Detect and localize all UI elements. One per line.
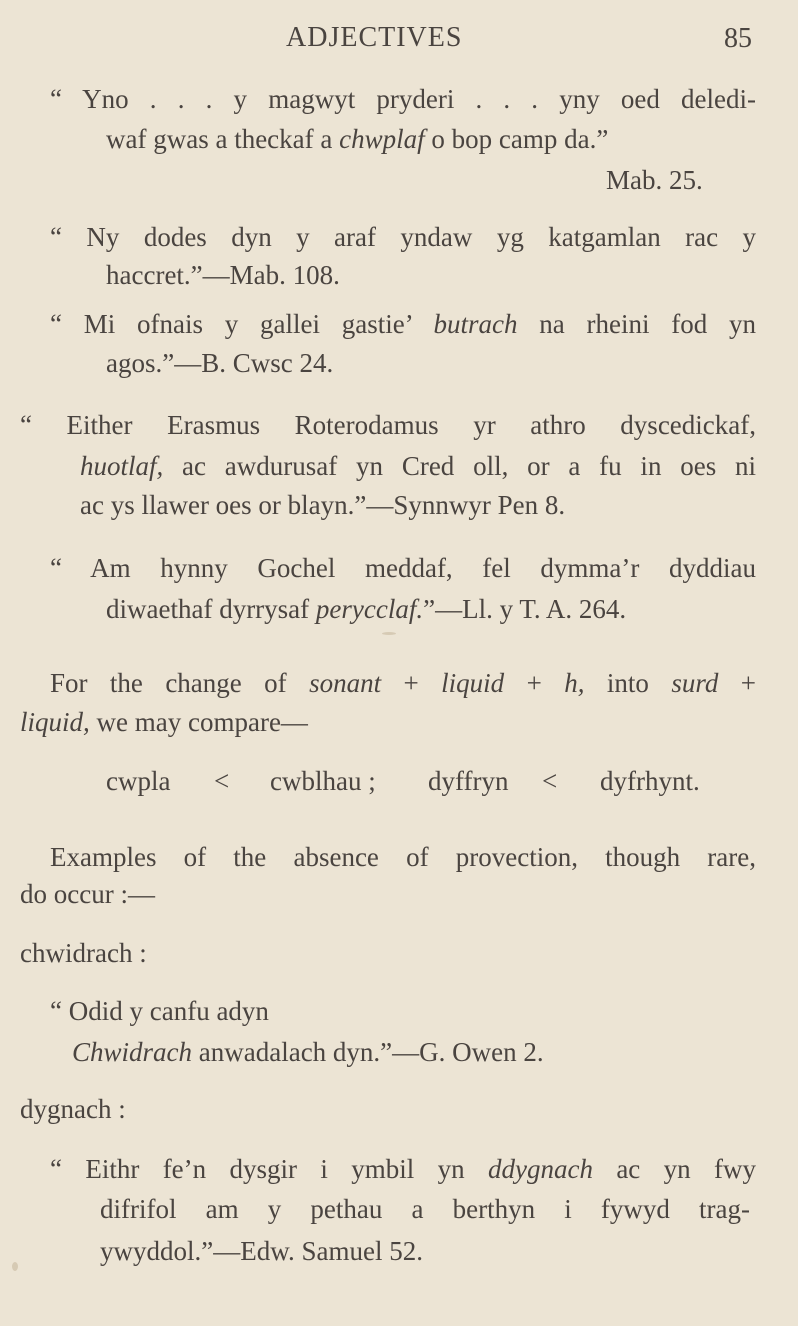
italic-word: chwplaf bbox=[339, 124, 425, 154]
example-2-line-2: difrifol am y pethau a berthyn i fywyd trag- bbox=[100, 1194, 750, 1224]
paragraph-2-line-1: Examples of the absence of provection, though rare, bbox=[50, 842, 756, 872]
quote-4-line-1: “ Either Erasmus Roterodamus yr athro dyscedickaf, bbox=[20, 410, 756, 440]
quote-4-line-3: ac ys llawer oes or blayn.”—Synnwyr Pen 8. bbox=[80, 490, 566, 520]
example-1-line-2: Chwidrach anwadalach dyn.”—G. Owen 2. bbox=[72, 1037, 544, 1067]
comparison-word-2: cwblhau ; bbox=[270, 766, 376, 796]
quote-1-line-2: waf gwas a theckaf a chwplaf o bop camp da.” bbox=[106, 124, 609, 154]
comparison-word-3: dyffryn bbox=[428, 766, 509, 796]
comparison-word-1: cwpla bbox=[106, 766, 171, 796]
page-number: 85 bbox=[724, 23, 752, 54]
paragraph-1-line-2: liquid, we may compare— bbox=[20, 707, 308, 737]
italic-word: perycclaf. bbox=[315, 594, 424, 624]
italic-word: ddygnach bbox=[487, 1154, 593, 1184]
italic-word: huotlaf, bbox=[80, 451, 164, 481]
quote-2-line-1: “ Ny dodes dyn y araf yndaw yg katgamlan rac y bbox=[50, 222, 756, 252]
paragraph-1-line-1: For the change of sonant + liquid + h, into surd + bbox=[50, 668, 756, 698]
quote-4-line-2: huotlaf, ac awdurusaf yn Cred oll, or a fu in oes ni bbox=[80, 451, 756, 481]
quote-2-line-2: haccret.”—Mab. 108. bbox=[106, 260, 340, 290]
less-than-symbol: < bbox=[214, 766, 230, 796]
example-2-heading: dygnach : bbox=[20, 1094, 126, 1124]
quote-3-line-1: “ Mi ofnais y gallei gastie’ butrach na rheini fod yn bbox=[50, 309, 757, 339]
example-2-line-1: “ Eithr fe’n dysgir i ymbil yn ddygnach ac yn fwy bbox=[50, 1154, 756, 1184]
paper-spot bbox=[12, 1262, 18, 1271]
example-2-line-3: ywyddol.”—Edw. Samuel 52. bbox=[100, 1236, 423, 1266]
quote-3-line-2: agos.”—B. Cwsc 24. bbox=[106, 348, 334, 378]
paper-spot bbox=[382, 632, 396, 635]
italic-word: Chwidrach bbox=[72, 1037, 193, 1067]
italic-word: butrach bbox=[433, 309, 518, 339]
quote-1-citation: Mab. 25. bbox=[606, 165, 703, 195]
example-1-line-1: “ Odid y canfu adyn bbox=[50, 996, 269, 1026]
comparison-word-4: dyfrhynt. bbox=[600, 766, 700, 796]
quote-1-line-1: “ Yno . . . y magwyt pryderi . . . yny oed deledi- bbox=[50, 84, 756, 114]
running-header: ADJECTIVES bbox=[286, 22, 463, 53]
example-1-heading: chwidrach : bbox=[20, 938, 147, 968]
less-than-symbol: < bbox=[542, 766, 558, 796]
quote-5-line-2: diwaethaf dyrrysaf perycclaf.”—Ll. y T. A. 264. bbox=[106, 594, 627, 624]
paragraph-2-line-2: do occur :— bbox=[20, 879, 155, 909]
quote-5-line-1: “ Am hynny Gochel meddaf, fel dymma’r dyddiau bbox=[50, 553, 756, 583]
